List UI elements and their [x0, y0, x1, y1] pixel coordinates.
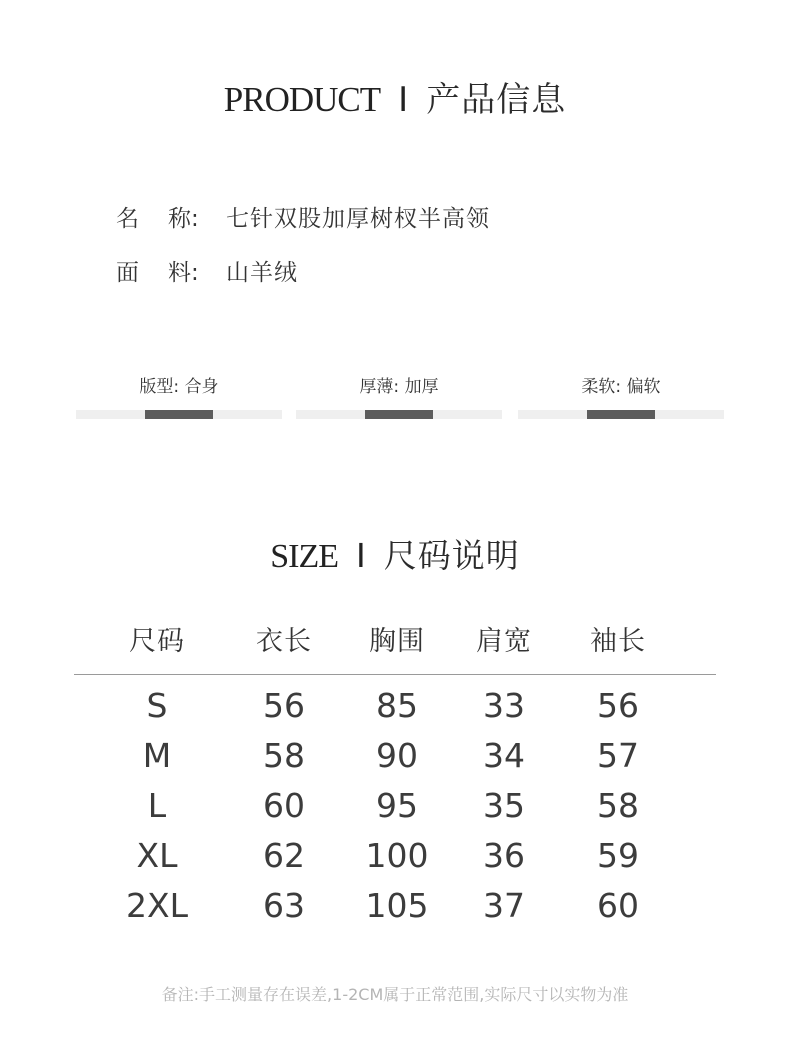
heading-separator: I [356, 536, 366, 575]
cell-size: S [146, 686, 168, 725]
table-row [0, 784, 790, 834]
header-length: 衣长 [256, 626, 312, 657]
cell-shoulder: 34 [483, 736, 525, 775]
thickness-scale-bar [296, 410, 502, 419]
cell-length: 62 [263, 836, 305, 875]
header-shoulder: 肩宽 [476, 626, 532, 657]
cell-chest: 85 [376, 686, 418, 725]
cell-length: 58 [263, 736, 305, 775]
cell-sleeve: 60 [597, 886, 639, 925]
table-row [0, 884, 790, 934]
cell-chest: 105 [365, 886, 429, 925]
softness-scale-indicator [587, 410, 655, 419]
fit-value: 合身 [184, 377, 219, 397]
header-size: 尺码 [129, 626, 185, 657]
product-heading-cn: 产品信息 [426, 80, 567, 120]
thickness-attribute [296, 375, 502, 419]
cell-sleeve: 56 [597, 686, 639, 725]
size-heading-en: SIZE [270, 538, 339, 575]
thickness-value: 加厚 [404, 377, 439, 397]
table-row [0, 734, 790, 784]
size-table-header [0, 622, 790, 666]
product-heading-en: PRODUCT [223, 80, 381, 119]
cell-sleeve: 57 [597, 736, 639, 775]
cell-shoulder: 35 [483, 786, 525, 825]
size-chart-heading [0, 530, 790, 577]
header-sleeve: 袖长 [590, 626, 646, 657]
cell-size: 2XL [126, 886, 188, 925]
thickness-label: 厚薄: 加厚 [359, 377, 439, 397]
cell-chest: 100 [365, 836, 429, 875]
cell-chest: 90 [376, 736, 418, 775]
cell-size: XL [136, 836, 178, 875]
product-name-value: 七针双股加厚树杈半高领 [226, 206, 490, 232]
softness-scale-bar [518, 410, 724, 419]
cell-length: 60 [263, 786, 305, 825]
fit-scale-bar [76, 410, 282, 419]
thickness-scale-indicator [365, 410, 433, 419]
softness-attribute [518, 375, 724, 419]
product-name-label: 名 称: [116, 206, 199, 232]
softness-value: 偏软 [626, 377, 661, 397]
cell-shoulder: 37 [483, 886, 525, 925]
cell-size: M [142, 736, 172, 775]
cell-length: 63 [263, 886, 305, 925]
heading-separator: I [398, 80, 409, 120]
cell-shoulder: 36 [483, 836, 525, 875]
fit-attribute [76, 375, 282, 419]
cell-length: 56 [263, 686, 305, 725]
fit-scale-indicator [145, 410, 213, 419]
size-heading-cn: 尺码说明 [383, 536, 520, 575]
cell-sleeve: 58 [597, 786, 639, 825]
table-row [0, 834, 790, 884]
fabric-row [116, 254, 298, 287]
measurement-note: 备注:手工测量存在误差,1-2CM属于正常范围,实际尺寸以实物为准 [161, 985, 629, 1004]
product-info-heading [0, 72, 790, 121]
softness-label: 柔软: 偏软 [581, 377, 661, 397]
cell-shoulder: 33 [483, 686, 525, 725]
cell-chest: 95 [376, 786, 418, 825]
product-name-row [116, 200, 490, 233]
table-row [0, 684, 790, 734]
table-divider [74, 674, 716, 675]
fit-label: 版型: 合身 [139, 377, 219, 397]
fabric-value: 山羊绒 [226, 260, 298, 286]
cell-sleeve: 59 [597, 836, 639, 875]
cell-size: L [147, 786, 167, 825]
header-chest: 胸围 [369, 626, 425, 657]
fabric-label: 面 料: [116, 260, 199, 286]
